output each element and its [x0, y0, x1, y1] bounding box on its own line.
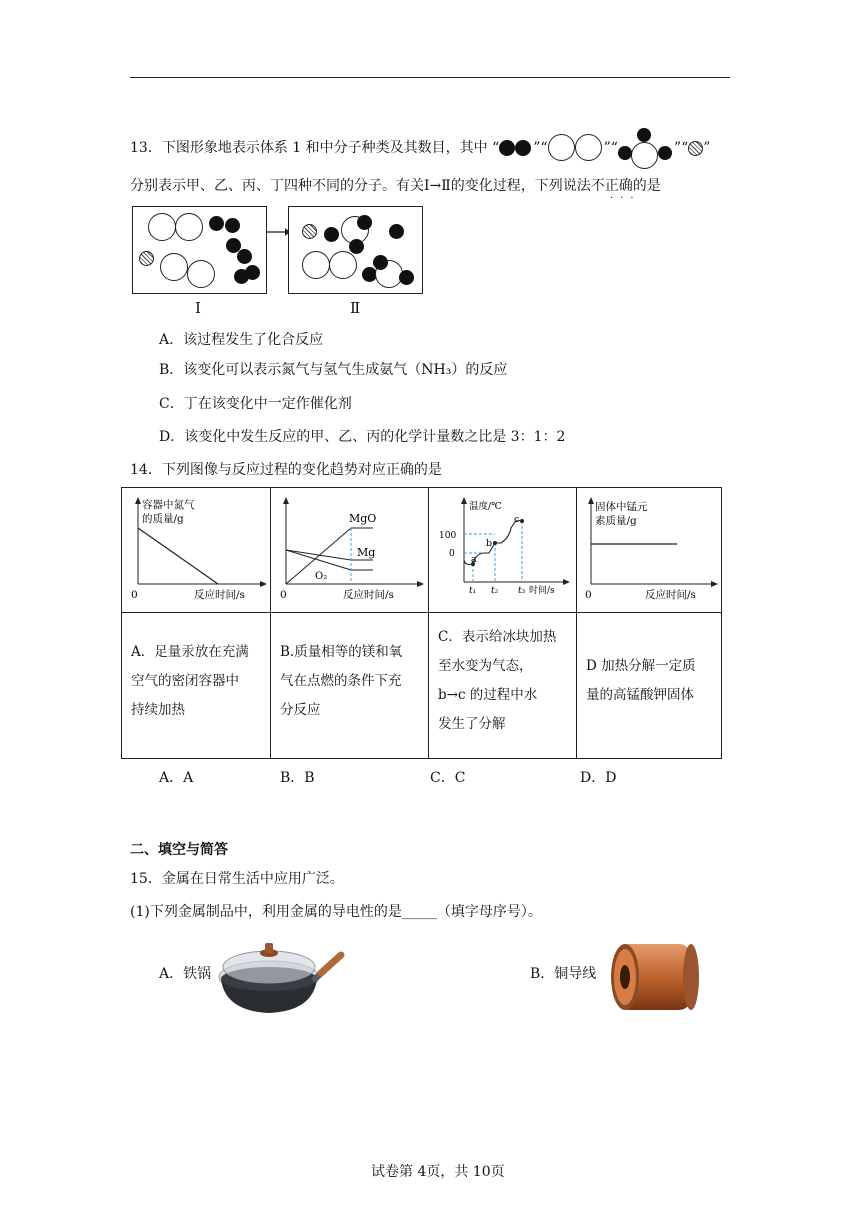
wok-image [215, 935, 345, 1017]
quote: ” [533, 140, 541, 156]
cell-line: 气在点燃的条件下充 [280, 673, 402, 689]
molecule-jia-atom [237, 249, 252, 264]
molecule-jia-atom [357, 215, 372, 230]
quote: “ [610, 140, 618, 156]
q13-stem-part1: 13．下图形象地表示体系 1 和中分子种类及其数目，其中 [130, 140, 488, 156]
q15-stem: 15．金属在日常生活中应用广泛。 [130, 871, 344, 887]
graph-d-ylabel: 素质量/g [595, 515, 637, 527]
legend-bing-icon [618, 128, 674, 168]
graph-c-xlabel: 时间/s [529, 586, 555, 596]
quote: ” [703, 140, 711, 156]
graph-c-ylabel: 温度/℃ [469, 501, 502, 512]
copper-wire-spool-image [603, 938, 703, 1016]
cell-line: 空气的密闭容器中 [131, 673, 239, 689]
graph-d [577, 488, 722, 612]
graph-c-tick-t2: t₂ [491, 586, 499, 596]
q13-option-b[interactable]: B．该变化可以表示氮气与氢气生成氨气（NH₃）的反应 [159, 362, 508, 378]
molecule-yi-atom [160, 253, 188, 281]
q14-stem: 14．下列图像与反应过程的变化趋势对应正确的是 [130, 462, 442, 478]
cell-line: 持续加热 [131, 702, 185, 718]
graph-a-ylabel: 的质量/g [142, 513, 184, 525]
molecule-jia-atom [389, 224, 404, 239]
q13-option-d[interactable]: D．该变化中发生反应的甲、乙、丙的化学计量数之比是 3：1：2 [159, 429, 566, 445]
cell-line: b→c 的过程中水 [438, 687, 538, 703]
graph-c-point-b: b [486, 538, 493, 549]
molecule-jia-atom [349, 239, 364, 254]
q14-choice-c[interactable]: C．C [430, 770, 466, 786]
graph-a [122, 488, 270, 612]
emphasis-dots: ··· [610, 193, 641, 204]
system-1-label: Ⅰ [195, 299, 201, 317]
molecule-yi-atom [148, 213, 176, 241]
q13-stem-line2: 分别表示甲、乙、丙、丁四种不同的分子。有关Ⅰ→Ⅱ的变化过程，下列说法不正确的是 [130, 178, 661, 194]
graph-b [271, 488, 428, 612]
graph-c [429, 488, 576, 612]
cell-line: D 加热分解一定质 [586, 658, 696, 674]
cell-line: 量的高锰酸钾固体 [586, 687, 694, 703]
cell-line: B.质量相等的镁和氧 [280, 644, 403, 660]
q14-choice-a[interactable]: A．A [159, 770, 194, 786]
graph-c-point-a: a [471, 554, 477, 565]
graph-a-xlabel: 反应时间/s [194, 589, 245, 601]
quote: “ [492, 140, 500, 156]
quote: “ [540, 140, 548, 156]
header-rule [130, 77, 730, 78]
system-2-box [288, 206, 423, 294]
molecule-yi-atom [329, 251, 357, 279]
q13-stem-line1 [130, 128, 710, 168]
q15-sub1: (1)下列金属制品中，利用金属的导电性的是_____（填字母序号）。 [130, 904, 542, 920]
q15-option-b[interactable]: B．铜导线 [530, 966, 597, 982]
q14-cell-c [438, 623, 574, 739]
q13-option-a[interactable]: A．该过程发生了化合反应 [159, 332, 324, 348]
graph-d-xlabel: 反应时间/s [645, 589, 696, 601]
molecule-jia-atom [373, 255, 388, 270]
molecule-yi-atom [187, 260, 215, 288]
cell-line: C．表示给冰块加热 [438, 629, 557, 645]
graph-c-tick-100: 100 [439, 531, 457, 541]
q14-table [121, 487, 722, 759]
graph-b-xlabel: 反应时间/s [343, 589, 394, 601]
cell-line: 至水变为气态， [438, 658, 533, 674]
graph-c-tick-0: 0 [449, 549, 455, 559]
legend-yi-icon [548, 134, 604, 162]
quote: ” [603, 140, 611, 156]
q13-option-c[interactable]: C．丁在该变化中一定作催化剂 [159, 396, 352, 412]
graph-a-origin: 0 [131, 589, 138, 601]
graph-d-origin: 0 [585, 589, 592, 601]
q14-choice-b[interactable]: B．B [280, 770, 315, 786]
molecule-jia-atom [399, 270, 414, 285]
molecule-jia-atom [209, 216, 224, 231]
legend-jia-icon [499, 140, 533, 156]
arrow-icon [266, 226, 290, 238]
page-footer: 试卷第 4页，共 10页 [371, 1164, 505, 1180]
legend-ding-icon [688, 141, 703, 156]
graph-d-ylabel: 固体中锰元 [595, 501, 648, 513]
molecule-ding [302, 224, 317, 239]
quote: “ [681, 140, 689, 156]
graph-b-mg-label: Mg [357, 546, 376, 559]
molecule-yi-atom [175, 213, 203, 241]
graph-b-origin: 0 [280, 589, 287, 601]
q14-cell-b [280, 638, 426, 725]
graph-a-ylabel: 容器中氮气 [142, 499, 195, 511]
section-2-heading: 二、填空与简答 [130, 842, 228, 858]
q14-cell-d [586, 652, 720, 710]
quote: ” [673, 140, 682, 156]
graph-c-point-c: c [514, 514, 520, 525]
molecule-ding [139, 251, 154, 266]
molecule-jia-atom [225, 218, 240, 233]
system-1-box [132, 206, 267, 294]
graph-c-tick-t1: t₁ [469, 586, 477, 596]
molecule-yi-atom [302, 251, 330, 279]
molecule-jia-atom [245, 265, 260, 280]
cell-line: 发生了分解 [438, 716, 506, 732]
table-divider [122, 612, 721, 613]
graph-b-mgo-label: MgO [349, 512, 377, 525]
q14-choice-d[interactable]: D．D [580, 770, 617, 786]
q14-cell-a [131, 638, 269, 725]
q15-option-a[interactable]: A．铁锅 [159, 966, 212, 982]
system-2-label: Ⅱ [350, 299, 361, 317]
graph-b-o2-label: O₂ [315, 571, 328, 582]
graph-c-tick-t3: t₃ [518, 586, 526, 596]
molecule-jia-atom [324, 227, 339, 242]
cell-line: 分反应 [280, 702, 321, 718]
cell-line: A．足量汞放在充满 [131, 644, 249, 660]
